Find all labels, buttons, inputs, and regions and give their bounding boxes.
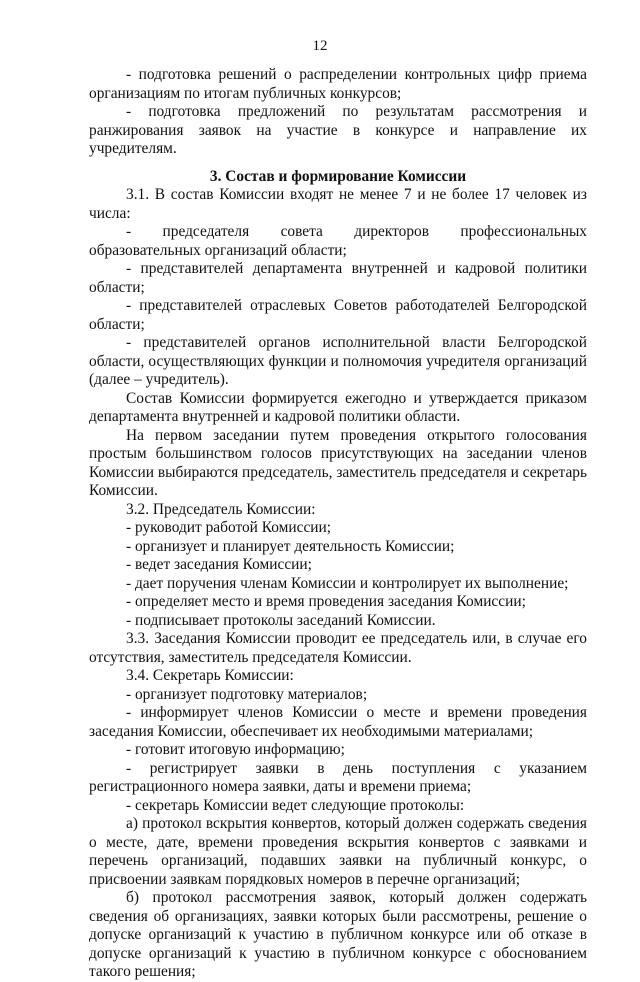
paragraph: - председателя совета директоров профессиональных образовательных организаций области; bbox=[89, 223, 587, 259]
paragraph: - информирует членов Комиссии о месте и времени проведения заседания Комиссии, обеспечивает их необходимыми материалами; bbox=[89, 704, 587, 740]
paragraph: - организует подготовку материалов; bbox=[126, 685, 368, 703]
paragraph: б) протокол рассмотрения заявок, который должен содержать сведения об организациях, заявки которых были рассмотрены, решение о допуске организаций к участию в публичном конкурсе или об отказе в допуске организаций к участию в публичном конкурсе с обоснованием такого решения; bbox=[89, 889, 587, 980]
document-body bbox=[89, 66, 587, 982]
paragraph: - представителей отраслевых Советов работодателей Белгородской области; bbox=[89, 297, 587, 333]
paragraph: - готовит итоговую информацию; bbox=[126, 741, 345, 758]
paragraph: - подписывает протоколы заседаний Комиссии. bbox=[126, 611, 436, 629]
section-heading: 3. Состав и формирование Комиссии bbox=[209, 167, 467, 185]
paragraph: - организует и планирует деятельность Комиссии; bbox=[126, 537, 455, 555]
paragraph: 3.2. Председатель Комиссии: bbox=[126, 500, 316, 518]
paragraph: - подготовка решений о распределении контрольных цифр приема организациям по итогам публичных конкурсов; bbox=[89, 66, 587, 102]
paragraph: Состав Комиссии формируется ежегодно и утверждается приказом департамента внутренней и кадровой политики области. bbox=[89, 389, 587, 425]
paragraph: - дает поручения членам Комиссии и контролирует их выполнение; bbox=[126, 574, 569, 592]
paragraph: - секретарь Комиссии ведет следующие протоколы: bbox=[126, 796, 465, 814]
paragraph: - представителей департамента внутренней и кадровой политики области; bbox=[89, 260, 587, 296]
paragraph: На первом заседании путем проведения открытого голосования простым большинством голосов присутствующих на заседании членов Комиссии выбираются председатель, заместитель председателя и секретарь Комиссии. bbox=[89, 426, 587, 499]
paragraph: - представителей органов исполнительной власти Белгородской области, осуществляющих функции и полномочия учредителя организаций (далее – учредитель). bbox=[89, 334, 587, 388]
paragraph: - определяет место и время проведения заседания Комиссии; bbox=[126, 593, 526, 610]
paragraph: а) протокол вскрытия конвертов, который должен содержать сведения о месте, дате, времени проведения вскрытия конвертов с заявками и перечень организаций, подавших заявки на публичный конкурс, о присвоении заявкам порядковых номеров в перечне организаций; bbox=[89, 815, 587, 888]
paragraph: - ведет заседания Комиссии; bbox=[126, 556, 312, 573]
paragraph: 3.1. В состав Комиссии входят не менее 7 и не более 17 человек из числа: bbox=[89, 186, 587, 222]
paragraph: - подготовка предложений по результатам рассмотрения и ранжирования заявок на участие в конкурсе и направление их учредителям. bbox=[89, 103, 587, 157]
paragraph: - руководит работой Комиссии; bbox=[126, 519, 332, 536]
paragraph: 3.3. Заседания Комиссии проводит ее председатель или, в случае его отсутствия, заместитель председателя Комиссии. bbox=[89, 630, 587, 666]
page-number: 12 bbox=[312, 38, 328, 54]
paragraph: 3.4. Секретарь Комиссии: bbox=[126, 667, 294, 684]
paragraph: - регистрирует заявки в день поступления с указанием регистрационного номера заявки, даты и времени приема; bbox=[89, 759, 587, 795]
